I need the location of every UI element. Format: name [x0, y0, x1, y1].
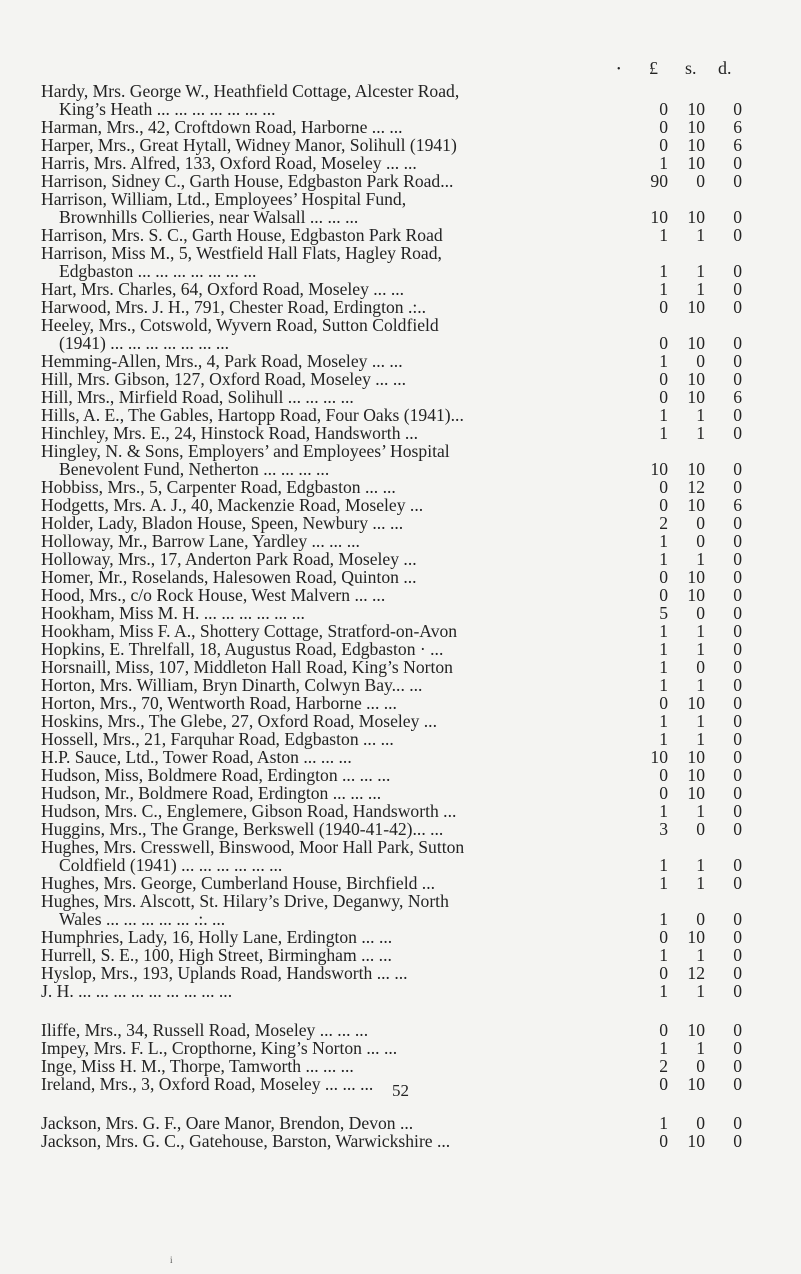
amount-pence: 0 [733, 801, 742, 821]
entry-name-line: Hopkins, E. Threlfall, 18, Augustus Road, Edgbaston · ... 1 1 0 [41, 639, 742, 659]
amount-shillings: 10 [687, 99, 705, 119]
amount-pence: 0 [733, 585, 742, 605]
entry-name-line: J. H. ... ... ... ... ... ... ... ... ... 1 1 0 [41, 981, 742, 1001]
list-entry [0, 424, 801, 442]
entry-name-line: Hossell, Mrs., 21, Farquhar Road, Edgbaston ... ... 1 1 0 [41, 729, 742, 749]
amount-pounds: 0 [659, 333, 668, 353]
amount-pence: 0 [733, 1074, 742, 1094]
entry-name-line: Harrison, William, Ltd., Employees’ Hospital Fund, [41, 189, 407, 209]
entry-name-line: Hardy, Mrs. George W., Heathfield Cottage, Alcester Road, [41, 81, 460, 101]
list-entry [0, 712, 801, 730]
amount-shillings: 10 [687, 297, 705, 317]
amount-pounds: 0 [659, 567, 668, 587]
amount-pounds: 0 [659, 1131, 668, 1151]
entry-name-line: Hinchley, Mrs. E., 24, Hinstock Road, Handsworth ... 1 1 0 [41, 423, 742, 443]
amount-shillings: 1 [696, 423, 705, 443]
amount-pence: 0 [733, 639, 742, 659]
entry-name-line: Harrison, Miss M., 5, Westfield Hall Flats, Hagley Road, [41, 243, 442, 263]
entry-continuation-line: Wales ... ... ... ... ... .:. ... 1 0 0 [59, 909, 742, 929]
amount-pounds: 3 [659, 819, 668, 839]
entry-name-line: Hills, A. E., The Gables, Hartopp Road, Four Oaks (1941)... 1 1 0 [41, 405, 742, 425]
amount-shillings: 0 [696, 909, 705, 929]
amount-shillings: 10 [687, 135, 705, 155]
list-entry [0, 676, 801, 694]
section-gap [0, 1000, 801, 1021]
amount-pence: 0 [733, 531, 742, 551]
amount-pounds: 1 [659, 855, 668, 875]
list-entry [0, 784, 801, 802]
amount-pence: 0 [733, 477, 742, 497]
amount-shillings: 10 [687, 153, 705, 173]
amount-shillings: 10 [687, 207, 705, 227]
amount-pence: 6 [733, 495, 742, 515]
amount-pence: 0 [733, 279, 742, 299]
amount-pence: 0 [733, 711, 742, 731]
amount-shillings: 10 [687, 117, 705, 137]
list-entry [0, 568, 801, 586]
amount-pence: 0 [733, 693, 742, 713]
entry-name-line: Hoskins, Mrs., The Glebe, 27, Oxford Road, Moseley ... 1 1 0 [41, 711, 742, 731]
amount-shillings: 10 [687, 369, 705, 389]
amount-pence: 0 [733, 657, 742, 677]
amount-pounds: 0 [659, 1074, 668, 1094]
amount-shillings: 1 [696, 639, 705, 659]
amount-pounds: 1 [659, 351, 668, 371]
amount-pounds: 1 [659, 639, 668, 659]
list-entry [0, 1114, 801, 1132]
amount-shillings: 12 [687, 477, 705, 497]
amount-pounds: 1 [659, 405, 668, 425]
entry-name-line: H.P. Sauce, Ltd., Tower Road, Aston ... ... ... 10 10 0 [41, 747, 742, 767]
amount-pounds: 0 [659, 1020, 668, 1040]
list-entry [0, 1039, 801, 1057]
entry-continuation-line: Edgbaston ... ... ... ... ... ... ... 1 1 0 [59, 261, 742, 281]
amount-pounds: 1 [659, 981, 668, 1001]
entry-name-line: Hood, Mrs., c/o Rock House, West Malvern ... ... 0 10 0 [41, 585, 742, 605]
amount-pence: 0 [733, 171, 742, 191]
entry-name-line: Hill, Mrs. Gibson, 127, Oxford Road, Moseley ... ... 0 10 0 [41, 369, 742, 389]
amount-pence: 0 [733, 297, 742, 317]
amount-pounds: 0 [659, 495, 668, 515]
amount-pence: 0 [733, 909, 742, 929]
list-entry [0, 172, 801, 190]
pounds-header: £ [649, 58, 658, 78]
amount-pounds: 1 [659, 261, 668, 281]
amount-pounds: 90 [650, 171, 668, 191]
shillings-header: s. [685, 58, 697, 78]
amount-pence: 0 [733, 207, 742, 227]
entry-name-line: Hemming-Allen, Mrs., 4, Park Road, Moseley ... ... 1 0 0 [41, 351, 742, 371]
amount-pence: 6 [733, 387, 742, 407]
list-entry [0, 640, 801, 658]
amount-pence: 0 [733, 549, 742, 569]
amount-pence: 0 [733, 783, 742, 803]
amount-pence: 0 [733, 981, 742, 1001]
amount-pounds: 1 [659, 657, 668, 677]
amount-pounds: 1 [659, 1113, 668, 1133]
entry-continuation-line: (1941) ... ... ... ... ... ... ... 0 10 0 [59, 333, 742, 353]
amount-pounds: 1 [659, 711, 668, 731]
entry-name-line: Hobbiss, Mrs., 5, Carpenter Road, Edgbaston ... ... 0 12 0 [41, 477, 742, 497]
amount-shillings: 1 [696, 873, 705, 893]
amount-pounds: 1 [659, 945, 668, 965]
entry-name-line: Jackson, Mrs. G. F., Oare Manor, Brendon, Devon ... 1 0 0 [41, 1113, 742, 1133]
list-entry [0, 730, 801, 748]
amount-pounds: 1 [659, 675, 668, 695]
amount-pence: 0 [733, 225, 742, 245]
list-entry [0, 982, 801, 1000]
list-entry [0, 154, 801, 172]
amount-pence: 0 [733, 513, 742, 533]
amount-pence: 0 [733, 729, 742, 749]
entry-name-line: Hudson, Mrs. C., Englemere, Gibson Road, Handsworth ... 1 1 0 [41, 801, 742, 821]
entry-name-line: Hughes, Mrs. George, Cumberland House, Birchfield ... 1 1 0 [41, 873, 742, 893]
list-entry [0, 118, 801, 136]
entry-name-line: Hudson, Mr., Boldmere Road, Erdington ... ... ... 0 10 0 [41, 783, 742, 803]
amount-shillings: 0 [696, 351, 705, 371]
entry-continuation-line: Brownhills Collieries, near Walsall ... ... ... 10 10 0 [59, 207, 742, 227]
entry-name-line: Jackson, Mrs. G. C., Gatehouse, Barston, Warwickshire ... 0 10 0 [41, 1131, 742, 1151]
amount-shillings: 10 [687, 747, 705, 767]
list-entry [0, 586, 801, 604]
amount-shillings: 1 [696, 981, 705, 1001]
amount-pounds: 1 [659, 621, 668, 641]
amount-shillings: 10 [687, 495, 705, 515]
list-entry [0, 946, 801, 964]
list-entry [0, 964, 801, 982]
amount-shillings: 12 [687, 963, 705, 983]
amount-shillings: 10 [687, 1131, 705, 1151]
entry-name-line: Hingley, N. & Sons, Employers’ and Employees’ Hospital [41, 441, 450, 461]
amount-shillings: 10 [687, 693, 705, 713]
list-entry [0, 136, 801, 154]
bottom-mark: i [170, 1255, 173, 1265]
list-entry [0, 892, 801, 928]
list-entry [0, 496, 801, 514]
amount-pounds: 0 [659, 477, 668, 497]
amount-pence: 0 [733, 333, 742, 353]
list-entry [0, 388, 801, 406]
list-entry [0, 622, 801, 640]
entry-name-line: Heeley, Mrs., Cotswold, Wyvern Road, Sutton Coldfield [41, 315, 439, 335]
list-entry [0, 604, 801, 622]
list-entry [0, 478, 801, 496]
subscriber-list [0, 82, 801, 1150]
entry-continuation-line: King’s Heath ... ... ... ... ... ... ... 0 10 0 [59, 99, 742, 119]
amount-pence: 0 [733, 567, 742, 587]
amount-pence: 0 [733, 1113, 742, 1133]
amount-shillings: 0 [696, 1056, 705, 1076]
amount-pounds: 0 [659, 99, 668, 119]
amount-shillings: 0 [696, 1113, 705, 1133]
amount-pounds: 0 [659, 117, 668, 137]
amount-pounds: 1 [659, 1038, 668, 1058]
amount-shillings: 1 [696, 945, 705, 965]
amount-pounds: 0 [659, 387, 668, 407]
entry-name-line: Hurrell, S. E., 100, High Street, Birmingham ... ... 1 1 0 [41, 945, 742, 965]
entry-name-line: Harrison, Mrs. S. C., Garth House, Edgbaston Park Road 1 1 0 [41, 225, 742, 245]
amount-pence: 0 [733, 621, 742, 641]
amount-pence: 0 [733, 261, 742, 281]
amount-pence: 0 [733, 603, 742, 623]
amount-pounds: 10 [650, 459, 668, 479]
amount-shillings: 0 [696, 657, 705, 677]
amount-shillings: 1 [696, 621, 705, 641]
header-bullet: • [617, 64, 621, 75]
amount-pence: 0 [733, 855, 742, 875]
amount-pounds: 0 [659, 585, 668, 605]
amount-pounds: 5 [659, 603, 668, 623]
amount-pence: 0 [733, 1131, 742, 1151]
list-entry [0, 1132, 801, 1150]
amount-pence: 0 [733, 459, 742, 479]
list-entry [0, 352, 801, 370]
entry-name-line: Hill, Mrs., Mirfield Road, Solihull ... ... ... ... 0 10 6 [41, 387, 742, 407]
amount-pence: 0 [733, 747, 742, 767]
amount-pounds: 1 [659, 909, 668, 929]
amount-shillings: 0 [696, 171, 705, 191]
amount-shillings: 10 [687, 333, 705, 353]
amount-shillings: 0 [696, 531, 705, 551]
list-entry [0, 406, 801, 424]
entry-name-line: Horton, Mrs., 70, Wentworth Road, Harborne ... ... 0 10 0 [41, 693, 742, 713]
amount-pence: 0 [733, 369, 742, 389]
amount-pence: 0 [733, 819, 742, 839]
list-entry [0, 928, 801, 946]
amount-pence: 0 [733, 1038, 742, 1058]
amount-shillings: 1 [696, 729, 705, 749]
amount-pounds: 1 [659, 225, 668, 245]
amount-pounds: 1 [659, 531, 668, 551]
list-entry [0, 1021, 801, 1039]
amount-pounds: 2 [659, 1056, 668, 1076]
list-entry [0, 514, 801, 532]
page-number: 52 [392, 1081, 409, 1100]
amount-pounds: 1 [659, 873, 668, 893]
entry-name-line: Harris, Mrs. Alfred, 133, Oxford Road, Moseley ... ... 1 10 0 [41, 153, 742, 173]
list-entry [0, 694, 801, 712]
amount-shillings: 10 [687, 927, 705, 947]
entry-name-line: Huggins, Mrs., The Grange, Berkswell (1940-41-42)... ... 3 0 0 [41, 819, 742, 839]
list-entry [0, 550, 801, 568]
amount-pence: 0 [733, 765, 742, 785]
list-entry [0, 82, 801, 118]
amount-pence: 0 [733, 405, 742, 425]
amount-shillings: 10 [687, 765, 705, 785]
amount-pence: 0 [733, 675, 742, 695]
amount-pounds: 1 [659, 729, 668, 749]
amount-shillings: 1 [696, 279, 705, 299]
amount-shillings: 1 [696, 855, 705, 875]
list-entry [0, 532, 801, 550]
amount-shillings: 0 [696, 513, 705, 533]
amount-shillings: 1 [696, 1038, 705, 1058]
amount-pence: 0 [733, 99, 742, 119]
amount-shillings: 10 [687, 1074, 705, 1094]
list-entry [0, 748, 801, 766]
amount-shillings: 1 [696, 225, 705, 245]
list-entry [0, 838, 801, 874]
list-entry [0, 298, 801, 316]
amount-pence: 0 [733, 1056, 742, 1076]
entry-name-line: Hookham, Miss F. A., Shottery Cottage, Stratford-on-Avon 1 1 0 [41, 621, 742, 641]
entry-name-line: Holloway, Mrs., 17, Anderton Park Road, Moseley ... 1 1 0 [41, 549, 742, 569]
amount-pounds: 1 [659, 801, 668, 821]
entry-name-line: Hughes, Mrs. Cresswell, Binswood, Moor Hall Park, Sutton [41, 837, 465, 857]
amount-shillings: 10 [687, 459, 705, 479]
amount-pounds: 1 [659, 423, 668, 443]
entry-name-line: Horton, Mrs. William, Bryn Dinarth, Colwyn Bay... ... 1 1 0 [41, 675, 742, 695]
amount-pounds: 0 [659, 765, 668, 785]
entry-name-line: Hart, Mrs. Charles, 64, Oxford Road, Moseley ... ... 1 1 0 [41, 279, 742, 299]
list-entry [0, 874, 801, 892]
amount-pence: 0 [733, 873, 742, 893]
amount-pence: 0 [733, 1020, 742, 1040]
entry-name-line: Hudson, Miss, Boldmere Road, Erdington ... ... ... 0 10 0 [41, 765, 742, 785]
entry-name-line: Hyslop, Mrs., 193, Uplands Road, Handsworth ... ... 0 12 0 [41, 963, 742, 983]
entry-name-line: Iliffe, Mrs., 34, Russell Road, Moseley ... ... ... 0 10 0 [41, 1020, 742, 1040]
list-entry [0, 190, 801, 226]
entry-name-line: Harper, Mrs., Great Hytall, Widney Manor, Solihull (1941) 0 10 6 [41, 135, 742, 155]
amount-shillings: 10 [687, 783, 705, 803]
amount-pence: 0 [733, 963, 742, 983]
list-entry [0, 370, 801, 388]
amount-pence: 6 [733, 135, 742, 155]
amount-pounds: 1 [659, 549, 668, 569]
list-entry [0, 766, 801, 784]
entry-name-line: Horsnaill, Miss, 107, Middleton Hall Road, King’s Norton 1 0 0 [41, 657, 742, 677]
amount-shillings: 10 [687, 585, 705, 605]
entry-name-line: Holder, Lady, Bladon House, Speen, Newbury ... ... 2 0 0 [41, 513, 742, 533]
amount-pence: 0 [733, 423, 742, 443]
amount-pence: 0 [733, 927, 742, 947]
amount-pounds: 10 [650, 207, 668, 227]
amount-shillings: 10 [687, 387, 705, 407]
amount-pence: 0 [733, 945, 742, 965]
entry-continuation-line: Coldfield (1941) ... ... ... ... ... ... 1 1 0 [59, 855, 742, 875]
amount-pounds: 1 [659, 153, 668, 173]
amount-shillings: 1 [696, 549, 705, 569]
amount-shillings: 0 [696, 819, 705, 839]
list-entry [0, 280, 801, 298]
amount-shillings: 10 [687, 567, 705, 587]
entry-name-line: Harman, Mrs., 42, Croftdown Road, Harborne ... ... 0 10 6 [41, 117, 742, 137]
amount-pounds: 0 [659, 369, 668, 389]
amount-shillings: 1 [696, 261, 705, 281]
amount-pounds: 0 [659, 963, 668, 983]
amount-pounds: 0 [659, 927, 668, 947]
entry-name-line: Humphries, Lady, 16, Holly Lane, Erdington ... ... 0 10 0 [41, 927, 742, 947]
list-entry [0, 658, 801, 676]
amount-pence: 6 [733, 117, 742, 137]
entry-name-line: Homer, Mr., Roselands, Halesowen Road, Quinton ... 0 10 0 [41, 567, 742, 587]
pence-header: d. [718, 58, 732, 78]
amount-pounds: 0 [659, 783, 668, 803]
entry-name-line: Hookham, Miss M. H. ... ... ... ... ... ... 5 0 0 [41, 603, 742, 623]
list-entry [0, 442, 801, 478]
amount-shillings: 1 [696, 675, 705, 695]
list-entry [0, 820, 801, 838]
amount-shillings: 10 [687, 1020, 705, 1040]
amount-shillings: 1 [696, 711, 705, 731]
entry-name-line: Holloway, Mr., Barrow Lane, Yardley ... ... ... 1 0 0 [41, 531, 742, 551]
entry-name-line: Hodgetts, Mrs. A. J., 40, Mackenzie Road, Moseley ... 0 10 6 [41, 495, 742, 515]
entry-name-line: Hughes, Mrs. Alscott, St. Hilary’s Drive, Deganwy, North [41, 891, 449, 911]
amount-pounds: 1 [659, 279, 668, 299]
list-entry [0, 1057, 801, 1075]
list-entry [0, 244, 801, 280]
amount-pounds: 10 [650, 747, 668, 767]
list-entry [0, 226, 801, 244]
entry-continuation-line: Benevolent Fund, Netherton ... ... ... ... 10 10 0 [59, 459, 742, 479]
amount-pence: 0 [733, 153, 742, 173]
amount-pounds: 2 [659, 513, 668, 533]
entry-name-line: Harwood, Mrs. J. H., 791, Chester Road, Erdington .:.. 0 10 0 [41, 297, 742, 317]
amount-pounds: 0 [659, 135, 668, 155]
entry-name-line: Impey, Mrs. F. L., Cropthorne, King’s Norton ... ... 1 1 0 [41, 1038, 742, 1058]
amount-pounds: 0 [659, 297, 668, 317]
entry-name-line: Ireland, Mrs., 3, Oxford Road, Moseley ... ... ... 0 10 0 [41, 1074, 742, 1094]
list-entry [0, 316, 801, 352]
entry-name-line: Harrison, Sidney C., Garth House, Edgbaston Park Road... 90 0 0 [41, 171, 742, 191]
amount-shillings: 1 [696, 405, 705, 425]
amount-shillings: 0 [696, 603, 705, 623]
list-entry [0, 802, 801, 820]
amount-pounds: 0 [659, 693, 668, 713]
entry-name-line: Inge, Miss H. M., Thorpe, Tamworth ... ... ... 2 0 0 [41, 1056, 742, 1076]
amount-shillings: 1 [696, 801, 705, 821]
amount-pence: 0 [733, 351, 742, 371]
